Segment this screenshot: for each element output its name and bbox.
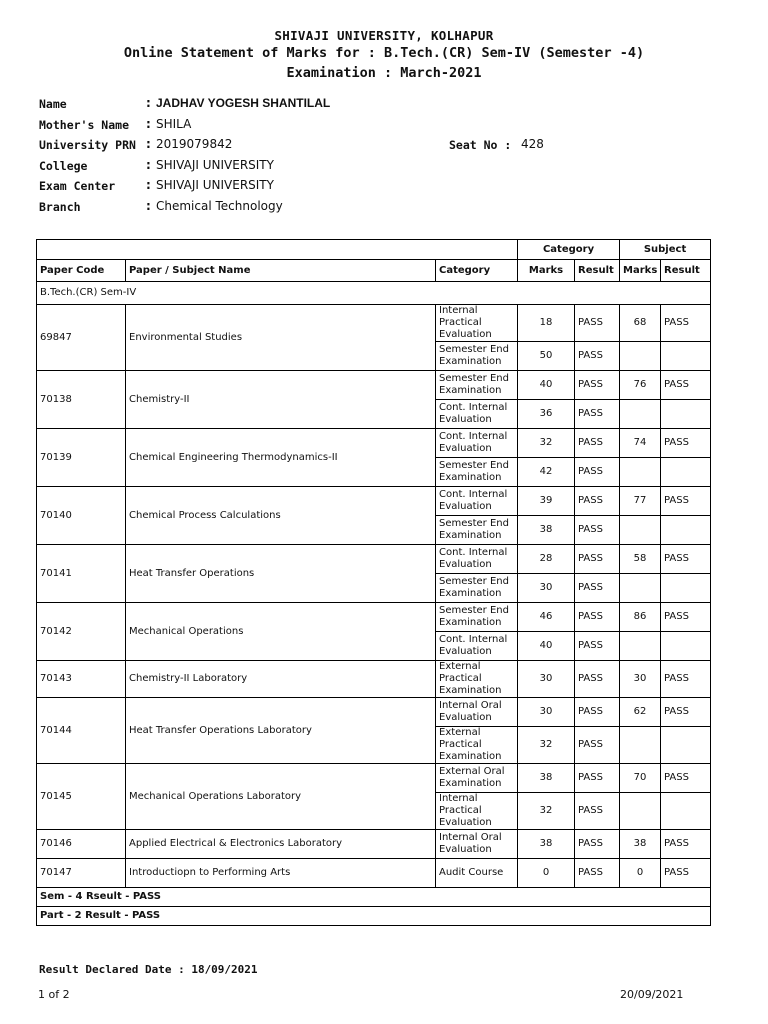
branch-row (39, 197, 739, 218)
table-row (37, 545, 711, 574)
subject-marks: 58 (620, 545, 661, 574)
paper-code: 70138 (37, 371, 126, 429)
paper-code: 70144 (37, 698, 126, 764)
category-marks: 18 (518, 305, 575, 342)
category-marks: 38 (518, 830, 575, 859)
subject-marks-empty (620, 342, 661, 371)
category-result: PASS (575, 727, 620, 764)
semester-label: B.Tech.(CR) Sem-IV (37, 282, 711, 305)
category-result: PASS (575, 305, 620, 342)
colon: : (146, 137, 151, 151)
category-name: Internal Oral Evaluation (436, 698, 518, 727)
category-name: External Practical Examination (436, 727, 518, 764)
subject-marks: 86 (620, 603, 661, 632)
category-marks: 38 (518, 764, 575, 793)
category-marks: 46 (518, 603, 575, 632)
subject-name: Mechanical Operations (126, 603, 436, 661)
category-name: External Oral Examination (436, 764, 518, 793)
category-marks: 30 (518, 661, 575, 698)
category-marks: 28 (518, 545, 575, 574)
subject-marks: 38 (620, 830, 661, 859)
category-result: PASS (575, 764, 620, 793)
category-result: PASS (575, 793, 620, 830)
category-result: PASS (575, 632, 620, 661)
group-header-row (37, 240, 711, 260)
subject-marks-empty (620, 632, 661, 661)
subject-marks-empty (620, 574, 661, 603)
table-row (37, 830, 711, 859)
subject-marks-empty (620, 400, 661, 429)
subject-name: Environmental Studies (126, 305, 436, 371)
subject-marks-empty (620, 516, 661, 545)
marks-table (36, 239, 711, 926)
category-result: PASS (575, 603, 620, 632)
category-marks: 32 (518, 727, 575, 764)
prn-value: 2019079842 (156, 137, 233, 151)
col-category: Category (436, 260, 518, 282)
category-name: External Practical Examination (436, 661, 518, 698)
mother-row (39, 115, 739, 136)
subject-marks-empty (620, 793, 661, 830)
college-row (39, 156, 739, 177)
table-row (37, 661, 711, 698)
category-result: PASS (575, 830, 620, 859)
paper-code: 70145 (37, 764, 126, 830)
table-row (37, 859, 711, 888)
college-value: SHIVAJI UNIVERSITY (156, 157, 274, 172)
subject-marks-empty (620, 727, 661, 764)
subject-name: Applied Electrical & Electronics Laboratory (126, 830, 436, 859)
category-result: PASS (575, 574, 620, 603)
category-name: Semester End Examination (436, 574, 518, 603)
category-result: PASS (575, 458, 620, 487)
paper-code: 70147 (37, 859, 126, 888)
table-row (37, 305, 711, 342)
subject-result-empty (661, 458, 711, 487)
category-marks: 32 (518, 429, 575, 458)
result-declared-date: Result Declared Date : 18/09/2021 (39, 963, 258, 976)
category-name: Audit Course (436, 859, 518, 888)
paper-code: 70139 (37, 429, 126, 487)
category-result: PASS (575, 545, 620, 574)
colon: : (146, 198, 151, 213)
student-info (39, 94, 739, 217)
category-marks: 38 (518, 516, 575, 545)
colon: : (146, 96, 151, 110)
category-result: PASS (575, 371, 620, 400)
category-name: Semester End Examination (436, 342, 518, 371)
column-header-row (37, 260, 711, 282)
category-name: Semester End Examination (436, 516, 518, 545)
category-result: PASS (575, 429, 620, 458)
subject-marks: 30 (620, 661, 661, 698)
subject-name: Heat Transfer Operations Laboratory (126, 698, 436, 764)
col-subject-name: Paper / Subject Name (126, 260, 436, 282)
examination-title: Examination : March-2021 (286, 65, 482, 81)
table-row (37, 603, 711, 632)
statement-title: Online Statement of Marks for : B.Tech.(CR) Sem-IV (Semester -4) (123, 45, 645, 61)
paper-code: 70143 (37, 661, 126, 698)
group-header-blank (37, 240, 518, 260)
mother-label: Mother's Name (39, 117, 130, 132)
category-marks: 40 (518, 632, 575, 661)
paper-code: 70146 (37, 830, 126, 859)
print-date: 20/09/2021 (620, 988, 684, 1001)
category-name: Semester End Examination (436, 458, 518, 487)
subject-result: PASS (661, 305, 711, 342)
paper-code: 70141 (37, 545, 126, 603)
branch-value: Chemical Technology (156, 198, 283, 213)
seat-label: Seat No : (449, 138, 512, 152)
paper-code: 70140 (37, 487, 126, 545)
category-result: PASS (575, 516, 620, 545)
name-row (39, 94, 739, 115)
subject-result: PASS (661, 603, 711, 632)
prn-label: University PRN (39, 138, 136, 152)
paper-code: 70142 (37, 603, 126, 661)
subject-result-empty (661, 516, 711, 545)
category-result: PASS (575, 661, 620, 698)
paper-code: 69847 (37, 305, 126, 371)
college-label: College (39, 158, 88, 173)
category-name: Internal Oral Evaluation (436, 830, 518, 859)
subject-marks: 74 (620, 429, 661, 458)
subject-result: PASS (661, 429, 711, 458)
center-value: SHIVAJI UNIVERSITY (156, 178, 274, 192)
center-row (39, 176, 739, 197)
subject-name: Mechanical Operations Laboratory (126, 764, 436, 830)
subject-name: Chemical Engineering Thermodynamics-II (126, 429, 436, 487)
table-row (37, 429, 711, 458)
table-row (37, 371, 711, 400)
category-marks: 50 (518, 342, 575, 371)
category-result: PASS (575, 698, 620, 727)
branch-label: Branch (39, 199, 81, 214)
subject-name: Introductiopn to Performing Arts (126, 859, 436, 888)
seat-value: 428 (521, 137, 544, 151)
col-category-result: Result (575, 260, 620, 282)
subject-marks-empty (620, 458, 661, 487)
group-header-subject: Subject (620, 240, 711, 260)
subject-name: Chemistry-II (126, 371, 436, 429)
category-name: Semester End Examination (436, 371, 518, 400)
category-name: Cont. Internal Evaluation (436, 400, 518, 429)
category-marks: 32 (518, 793, 575, 830)
subject-name: Heat Transfer Operations (126, 545, 436, 603)
semester-row (37, 282, 711, 305)
part-result: Part - 2 Result - PASS (37, 907, 711, 926)
table-row (37, 698, 711, 727)
category-result: PASS (575, 400, 620, 429)
subject-result-empty (661, 342, 711, 371)
subject-result: PASS (661, 830, 711, 859)
category-name: Cont. Internal Evaluation (436, 429, 518, 458)
category-marks: 40 (518, 371, 575, 400)
category-result: PASS (575, 342, 620, 371)
category-marks: 30 (518, 574, 575, 603)
subject-result: PASS (661, 371, 711, 400)
university-title: SHIVAJI UNIVERSITY, KOLHAPUR (274, 28, 494, 43)
category-marks: 42 (518, 458, 575, 487)
category-marks: 36 (518, 400, 575, 429)
subject-result: PASS (661, 698, 711, 727)
subject-marks: 70 (620, 764, 661, 793)
subject-marks: 0 (620, 859, 661, 888)
colon: : (146, 178, 151, 192)
page-number: 1 of 2 (38, 988, 70, 1001)
col-subject-result: Result (661, 260, 711, 282)
prn-row (39, 135, 739, 156)
subject-result-empty (661, 400, 711, 429)
subject-result: PASS (661, 661, 711, 698)
colon: : (146, 116, 151, 131)
subject-marks: 62 (620, 698, 661, 727)
subject-result-empty (661, 632, 711, 661)
center-label: Exam Center (39, 179, 116, 193)
category-name: Semester End Examination (436, 603, 518, 632)
category-name: Cont. Internal Evaluation (436, 487, 518, 516)
part-result-row (37, 907, 711, 926)
subject-result: PASS (661, 487, 711, 516)
subject-result-empty (661, 727, 711, 764)
col-subject-marks: Marks (620, 260, 661, 282)
category-name: Internal Practical Evaluation (436, 305, 518, 342)
category-marks: 0 (518, 859, 575, 888)
subject-marks: 77 (620, 487, 661, 516)
name-label: Name (39, 97, 67, 111)
subject-result: PASS (661, 545, 711, 574)
category-marks: 39 (518, 487, 575, 516)
category-name: Internal Practical Evaluation (436, 793, 518, 830)
subject-name: Chemistry-II Laboratory (126, 661, 436, 698)
subject-result: PASS (661, 859, 711, 888)
category-marks: 30 (518, 698, 575, 727)
group-header-category: Category (518, 240, 620, 260)
category-name: Cont. Internal Evaluation (436, 632, 518, 661)
sem-result: Sem - 4 Rseult - PASS (37, 888, 711, 907)
sem-result-row (37, 888, 711, 907)
mother-name: SHILA (156, 116, 192, 131)
subject-result: PASS (661, 764, 711, 793)
col-category-marks: Marks (518, 260, 575, 282)
subject-result-empty (661, 574, 711, 603)
table-row (37, 764, 711, 793)
table-row (37, 487, 711, 516)
category-name: Cont. Internal Evaluation (436, 545, 518, 574)
category-result: PASS (575, 487, 620, 516)
subject-name: Chemical Process Calculations (126, 487, 436, 545)
subject-marks: 76 (620, 371, 661, 400)
subject-result-empty (661, 793, 711, 830)
colon: : (146, 157, 151, 172)
subject-marks: 68 (620, 305, 661, 342)
col-paper-code: Paper Code (37, 260, 126, 282)
student-name: JADHAV YOGESH SHANTILAL (156, 96, 331, 110)
category-result: PASS (575, 859, 620, 888)
